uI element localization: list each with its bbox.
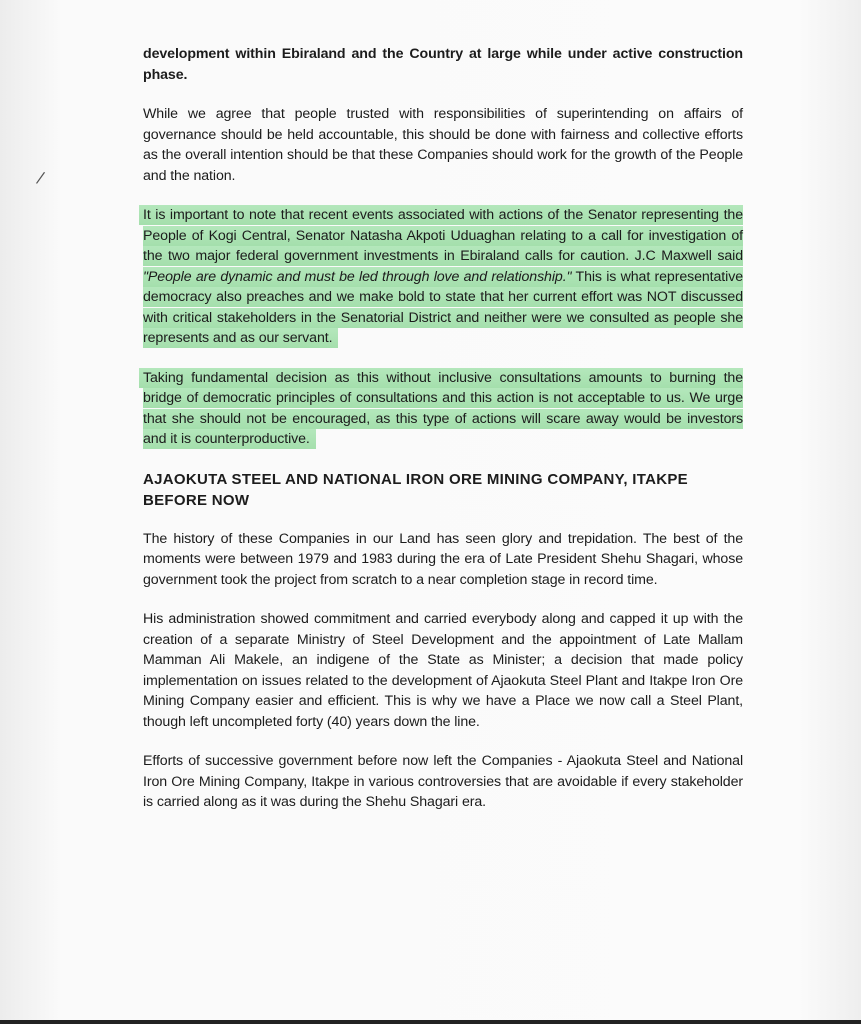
margin-pen-mark: / <box>35 167 47 188</box>
maxwell-quote: "People are dynamic and must be led through love and relationship." <box>143 268 572 285</box>
senator-text-part2: This is what representative democracy also preaches and we make bold to state that her current effort was NOT discussed with critical stakeholders in the Senatorial District and neither were we consulted as people she represents and as our servant. <box>143 268 743 346</box>
paragraph-continuation: development within Ebiraland and the Country at large while under active construction phase. <box>143 46 743 83</box>
paragraph-accountability: While we agree that people trusted with responsibilities of superintending on affairs of governance should be held accountable, this should be done with fairness and collective efforts as the overall intention should be that these Companies should work for the growth of the People and the nation. <box>143 106 743 184</box>
paragraph-highlighted-senator <box>143 205 743 349</box>
paragraph-history: The history of these Companies in our Land has seen glory and trepidation. The best of the moments were between 1979 and 1983 during the era of Late President Shehu Shagari, whose government took the project from scratch to a near completion stage in record time. <box>143 530 743 588</box>
highlight-senator <box>139 205 743 348</box>
highlight-consultation: Taking fundamental decision as this without inclusive consultations amounts to burning the bridge of democratic principles of consultations and this action is not acceptable to us. We urge that she should not be encouraged, as this type of actions will scare away would be investors and it is counterproductive. <box>139 368 743 450</box>
page-bottom-edge <box>0 1020 861 1024</box>
section-heading: AJAOKUTA STEEL AND NATIONAL IRON ORE MINING COMPANY, ITAKPE BEFORE NOW <box>143 470 688 509</box>
paragraph-efforts: Efforts of successive government before now left the Companies - Ajaokuta Steel and National Iron Ore Mining Company, Itakpe in various controversies that are avoidable if every stakeholder is carried along as it was during the Shehu Shagari era. <box>143 753 743 810</box>
paragraph-highlighted-consultation <box>143 368 743 450</box>
document-body <box>143 44 743 832</box>
paragraph-administration: His administration showed commitment and carried everybody along and capped it up with the creation of a separate Ministry of Steel Development and the appointment of Late Mallam Mamman Ali Makele, an indigene of the State as Minister; a decision that made policy implementation on issues related to the development of Ajaokuta Steel Plant and Itakpe Iron Ore Mining Company easier and efficient. This is why we have a Place we now call a Steel Plant, though left uncompleted forty (40) years down the line. <box>143 611 743 730</box>
senator-text-part1: It is important to note that recent events associated with actions of the Senator representing the People of Kogi Central, Senator Natasha Akpoti Uduaghan relating to a call for investigation of the two major federal government investments in Ebiraland calls for caution. J.C Maxwell said <box>143 207 743 264</box>
